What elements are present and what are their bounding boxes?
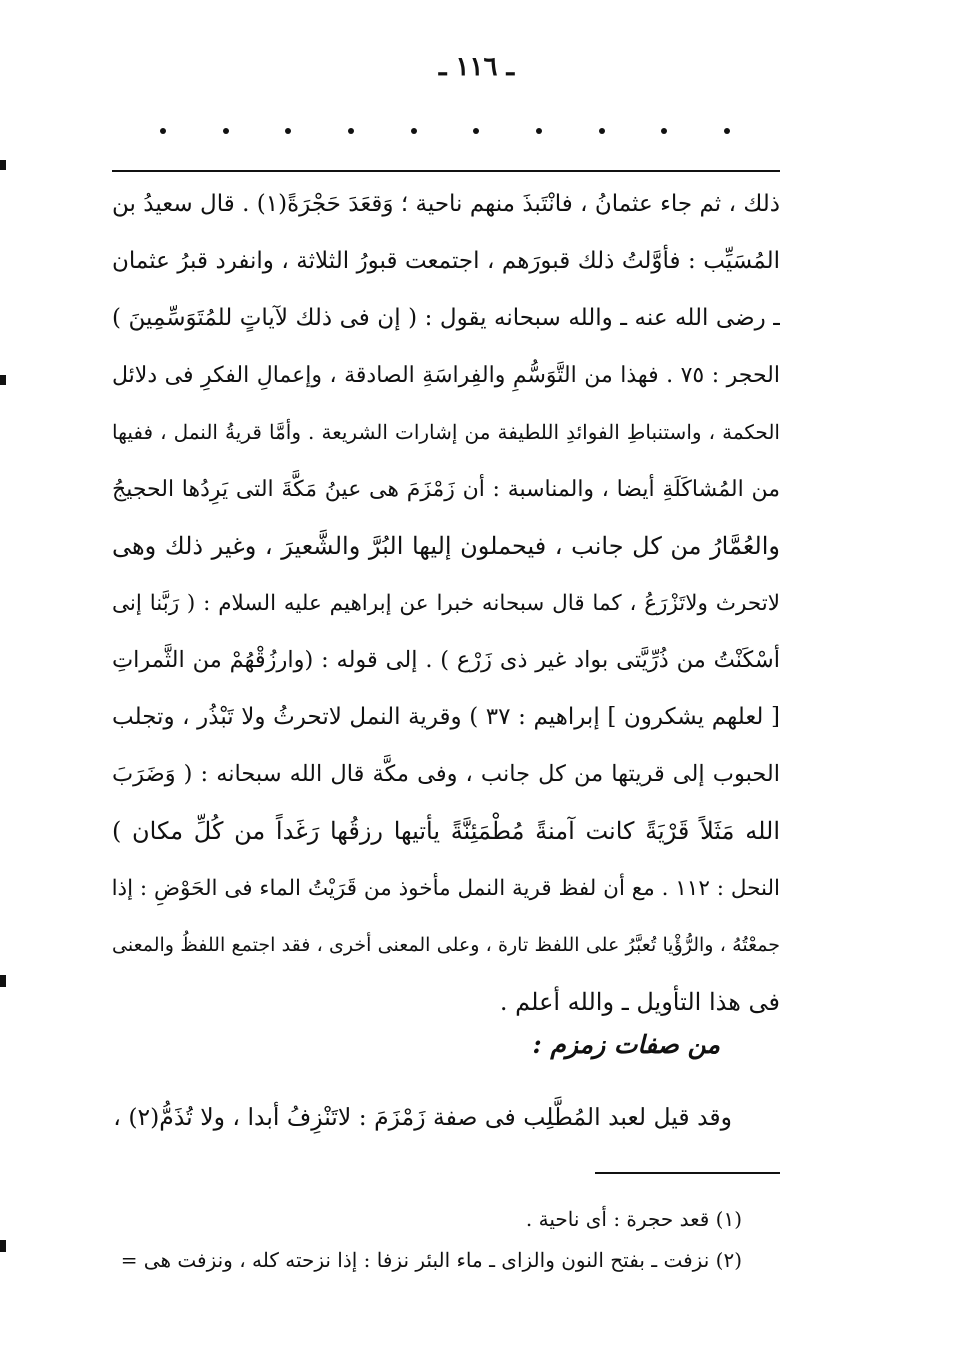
ornament-dot: [223, 128, 229, 134]
header-divider: [112, 170, 780, 172]
text-line: والعُمَّارُ من كل جانب ، فيحملون إليها البُرَّ والشَّعيرَ ، وغير ذلك وهى: [112, 532, 780, 560]
footnote-1: (١) قعد حجرة : أى ناحية .: [525, 1207, 742, 1231]
scan-edge-mark: [0, 975, 6, 987]
main-paragraph: [112, 176, 780, 1031]
text-line: النحل : ١١٢ . مع أن لفظ قرية النمل مأخوذ من قَرَيْتُ الماء فى الحَوْضِ : إذا: [112, 876, 780, 901]
section-heading: من صفات زمزم :: [532, 1030, 720, 1059]
text-line: الحبوب إلى قريتها من كل جانب ، وفى مكَّة قال الله سبحانه : ( وَضَرَبَ: [112, 761, 780, 787]
ornament-dot: [661, 128, 667, 134]
ornament-dot: [724, 128, 730, 134]
ornament-dot: [160, 128, 166, 134]
scan-edge-mark: [0, 1240, 6, 1252]
text-line: من المُشاكَلَةِ أيضا ، والمناسبة : أن زَمْزَمَ هى عينُ مَكَّةَ التى يَرِدُها الحجيجُ: [112, 477, 780, 502]
scan-edge-mark: [0, 160, 6, 170]
text-line: الله مَثَلاً قَرْيَةً كانت آمنةً مُطْمَئِنَّةً يأتيها رزقُها رَغَداً من كُلِّ مكان ): [112, 817, 780, 845]
footnote-divider: [595, 1172, 780, 1174]
ornament-dot: [348, 128, 354, 134]
ornament-dot: [473, 128, 479, 134]
ornament-dot: [411, 128, 417, 134]
scan-edge-mark: [0, 375, 6, 385]
text-line: ذلك ، ثم جاء عثمانُ ، فانْتَبذَ منهم ناحية ؛ وَقعَدَ حَجْرَةً(١) . قال سعيدُ بن: [112, 191, 780, 217]
text-line: أسْكَنْتُ من ذُرِّيَّتى بواد غير ذى زَرْع ) . إلى قوله : (وارزُقْهُمْ من الثَّمراتِ: [112, 647, 780, 673]
text-line: فى هذا التأويل ـ والله أعلم .: [499, 988, 780, 1016]
text-line: [ لعلهم يشكرون ] إبراهيم : ٣٧ ) وقرية النمل لاتحرثُ ولا تَبْذُر ، وتجلب: [112, 704, 780, 730]
text-line: الحكمة ، واستنباطِ الفوائدِ اللطيفة من إشارات الشريعة . وأمَّا قريةُ النمل ، ففيها: [112, 420, 780, 444]
text-line: ـ رضى الله عنه ـ والله سبحانه يقول : ( إن فى ذلك لآياتٍ للمُتَوَسِّمِينَ ): [112, 305, 780, 331]
text-line: المُسَيِّب : فأوَّلتُ ذلك قبورَهم ، اجتمعت قبورُ الثلاثة ، وانفرد قبرُ عثمان: [112, 248, 780, 274]
text-line: لاتحرث ولاتَزْرَعُ ، كما قال سبحانه خبرا عن إبراهيم عليه السلام : ( رَبَّنا إنى: [112, 591, 780, 616]
ornament-dot: [536, 128, 542, 134]
footnote-2: (٢) نزفت ـ بفتح النون والزاى ـ ماء البئر نزفا : إذا نزحته كله ، ونزفت هى =: [120, 1248, 742, 1272]
page-number: ـ ١١٦ ـ: [438, 52, 515, 82]
ornamental-dots: [160, 128, 730, 134]
ornament-dot: [285, 128, 291, 134]
ornament-dot: [599, 128, 605, 134]
closing-paragraph: وقد قيل لعبد المُطَّلِب فى صفة زَمْزَمَ : لاتَنْزِفُ أبدا ، ولا تُذَمُّ(٢) ،: [113, 1103, 732, 1131]
text-line: جمعْتُهُ ، والرُّؤْيا تُعبَّرُ على اللفظ تارة ، وعلى المعنى أخرى ، فقد اجتمع اللفظُ والمعنى: [112, 934, 780, 956]
text-line: الحجر : ٧٥ . فهذا من التَّوَسُّمِ والفِراسَةِ الصادقة ، وإعمالِ الفكرِ فى دلائل: [112, 363, 780, 388]
